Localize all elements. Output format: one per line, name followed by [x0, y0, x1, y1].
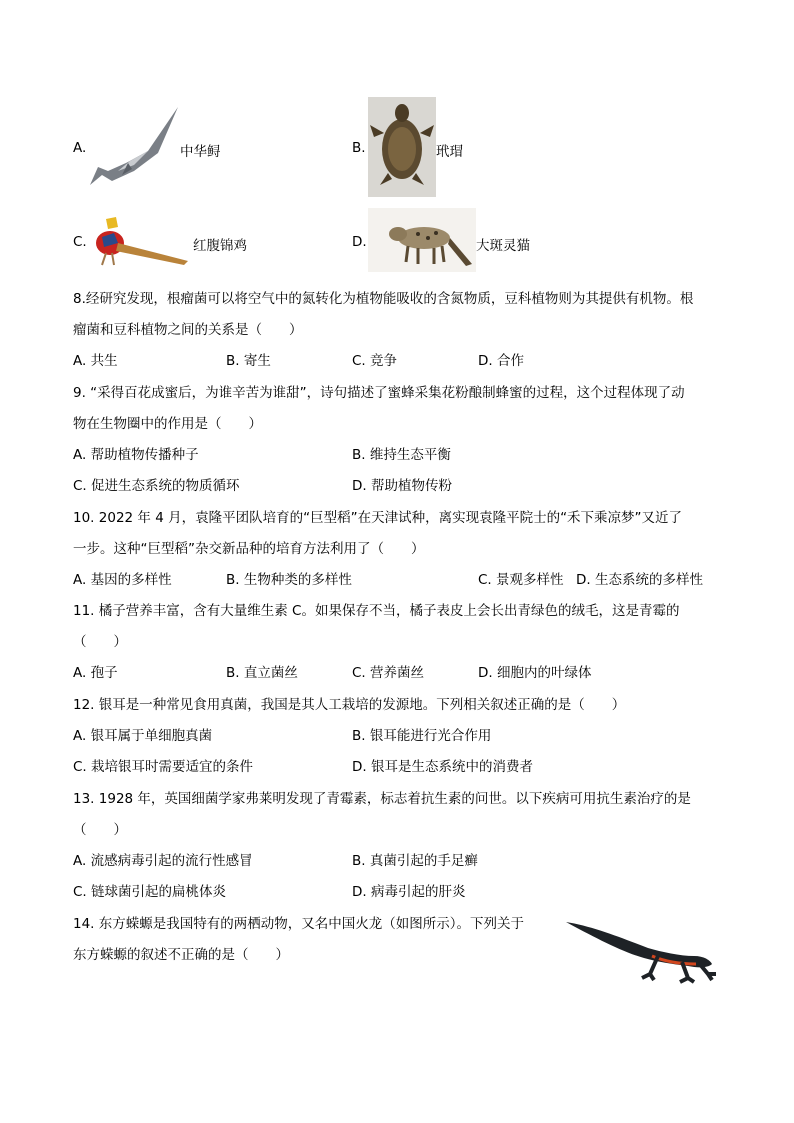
q11-option-d: D. 细胞内的叶绿体 [478, 665, 592, 681]
chinese-sturgeon-image [88, 103, 183, 188]
q7-option-a-label: 中华鲟 [180, 144, 221, 160]
q9-option-b: B. 维持生态平衡 [352, 447, 451, 463]
q8-option-d: D. 合作 [478, 353, 524, 369]
q7-option-b-letter: B. [352, 140, 366, 156]
hawksbill-turtle-image [368, 97, 436, 197]
q12-option-c: C. 栽培银耳时需要适宜的条件 [73, 759, 254, 775]
q8-stem-line1: 8.经研究发现，根瘤菌可以将空气中的氮转化为植物能吸收的含氮物质，豆科植物则为其提供有机物。根 [73, 291, 694, 307]
q13-stem-line1: 13. 1928 年，英国细菌学家弗莱明发现了青霉素，标志着抗生素的问世。以下疾病可用抗生素治疗的是 [73, 791, 691, 807]
q9-option-a: A. 帮助植物传播种子 [73, 447, 199, 463]
q11-stem-line2: （ ） [73, 634, 127, 650]
q8-option-c: C. 竞争 [352, 353, 398, 369]
q11-option-a: A. 孢子 [73, 665, 118, 681]
q13-stem-line2: （ ） [73, 822, 127, 838]
q10-option-d: D. 生态系统的多样性 [576, 572, 703, 588]
oriental-fire-bellied-newt-image [562, 912, 722, 984]
q10-stem-line1: 10. 2022 年 4 月，袁隆平团队培育的“巨型稻”在天津试种，离实现袁隆平院士的“禾下乘凉梦”又近了 [73, 510, 683, 526]
q7-option-b-label: 玳瑁 [436, 144, 463, 160]
q13-option-c: C. 链球菌引起的扁桃体炎 [73, 884, 227, 900]
q7-option-d-label: 大斑灵猫 [476, 238, 530, 254]
golden-pheasant-image [88, 213, 192, 268]
q9-option-c: C. 促进生态系统的物质循环 [73, 478, 240, 494]
q13-option-a: A. 流感病毒引起的流行性感冒 [73, 853, 253, 869]
q14-stem-line2: 东方蝾螈的叙述不正确的是（ ） [73, 947, 289, 963]
q11-option-b: B. 直立菌丝 [226, 665, 298, 681]
q13-option-b: B. 真菌引起的手足癣 [352, 853, 478, 869]
q12-option-a: A. 银耳属于单细胞真菌 [73, 728, 213, 744]
q9-stem-line2: 物在生物圈中的作用是（ ） [73, 416, 262, 432]
q10-option-b: B. 生物种类的多样性 [226, 572, 352, 588]
q10-option-a: A. 基因的多样性 [73, 572, 172, 588]
q7-option-a-letter: A. [73, 140, 87, 156]
q7-option-d-letter: D. [352, 234, 367, 250]
q9-option-d: D. 帮助植物传粉 [352, 478, 452, 494]
q12-option-b: B. 银耳能进行光合作用 [352, 728, 492, 744]
q12-stem-line1: 12. 银耳是一种常见食用真菌，我国是其人工栽培的发源地。下列相关叙述正确的是（ ） [73, 697, 626, 713]
q8-option-b: B. 寄生 [226, 353, 271, 369]
q13-option-d: D. 病毒引起的肝炎 [352, 884, 466, 900]
large-indian-civet-image [368, 208, 476, 272]
q11-stem-line1: 11. 橘子营养丰富，含有大量维生素 C。如果保存不当，橘子表皮上会长出青绿色的绒毛，这是青霉的 [73, 603, 680, 619]
q9-stem-line1: 9. “采得百花成蜜后，为谁辛苦为谁甜”，诗句描述了蜜蜂采集花粉酿制蜂蜜的过程，这个过程体现了动 [73, 385, 685, 401]
q8-option-a: A. 共生 [73, 353, 118, 369]
q12-option-d: D. 银耳是生态系统中的消费者 [352, 759, 533, 775]
q14-stem-line1: 14. 东方蝾螈是我国特有的两栖动物，又名中国火龙（如图所示）。下列关于 [73, 916, 525, 932]
q7-option-c-letter: C. [73, 234, 87, 250]
q10-option-c: C. 景观多样性 [478, 572, 564, 588]
q11-option-c: C. 营养菌丝 [352, 665, 425, 681]
q8-stem-line2: 瘤菌和豆科植物之间的关系是（ ） [73, 322, 303, 338]
q7-option-c-label: 红腹锦鸡 [193, 238, 247, 254]
q10-stem-line2: 一步。这种“巨型稻”杂交新品种的培育方法利用了（ ） [73, 541, 425, 557]
